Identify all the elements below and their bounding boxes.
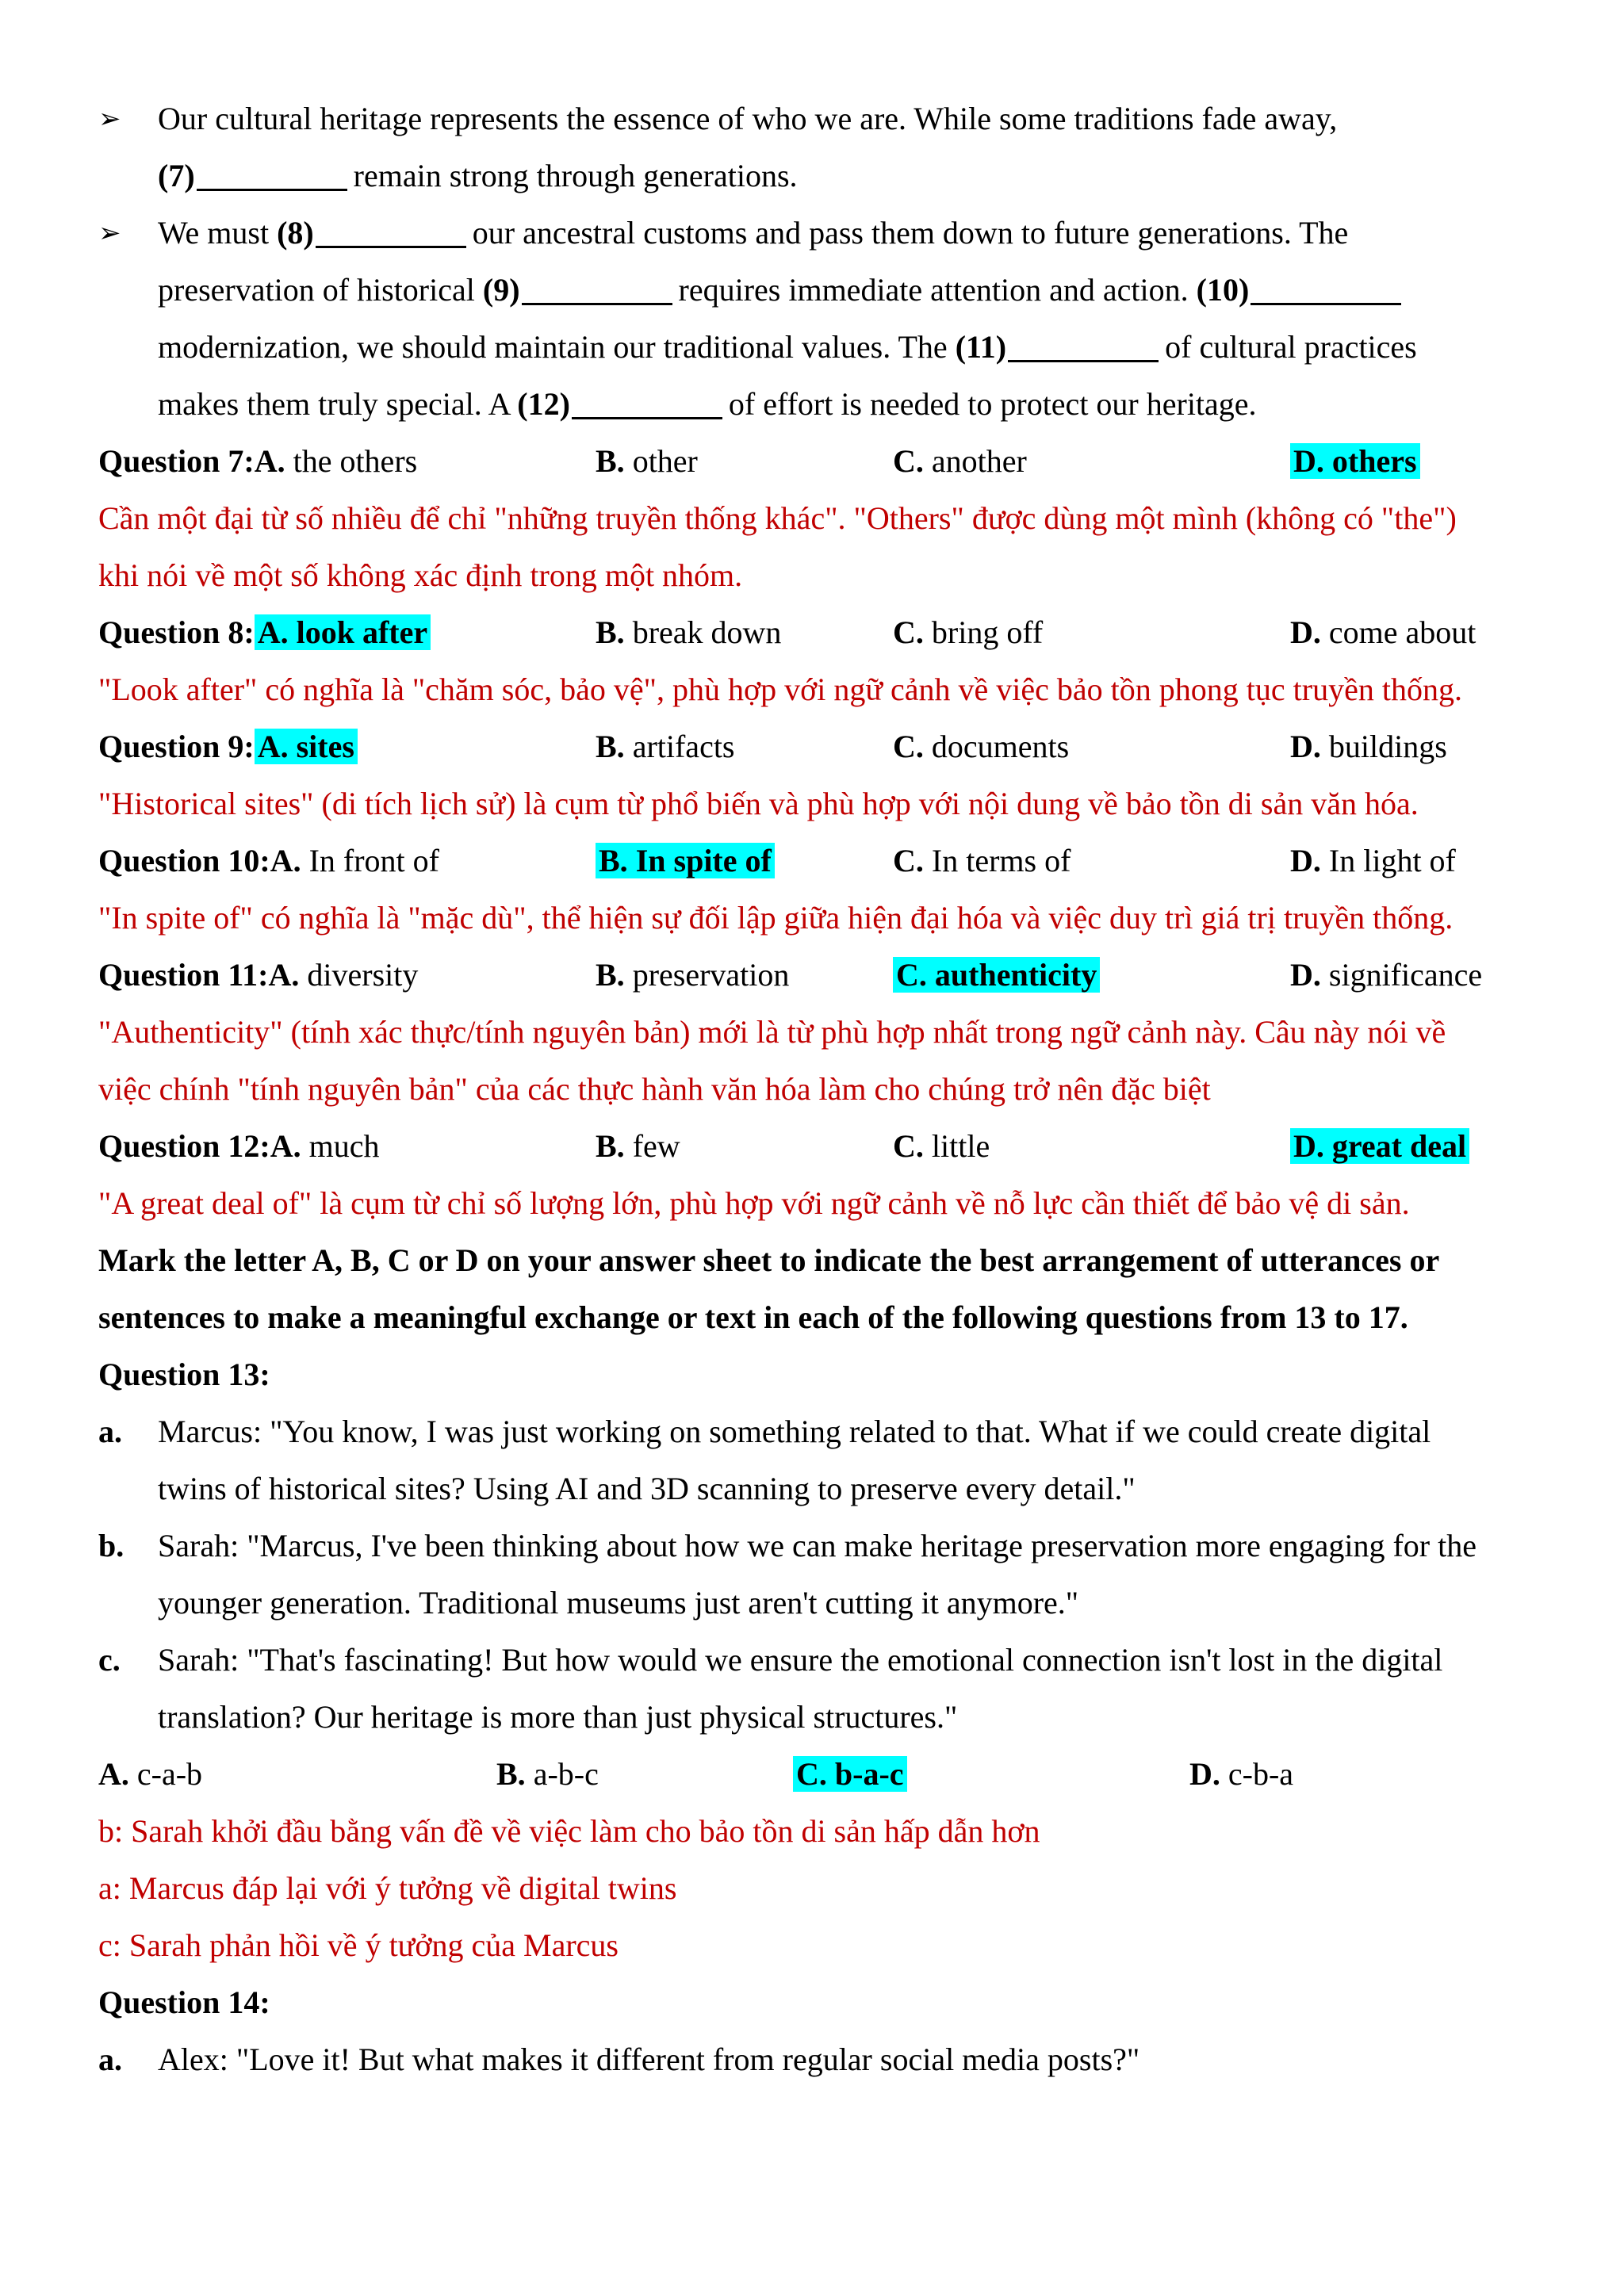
option-a-correct: Question 8: A. look after <box>98 604 431 661</box>
option-b: B. preservation <box>596 957 790 993</box>
option-c: C. In terms of <box>893 843 1071 878</box>
question-7-explanation-line-2: khi nói về một số không xác định trong một nhóm. <box>98 557 743 593</box>
passage-bullet-1-line-1: ➢ Our cultural heritage represents the essence of who we are. While some traditions fade away, <box>0 90 1624 147</box>
question-13-item-b-line-2: younger generation. Traditional museums just aren't cutting it anymore." <box>158 1585 1079 1621</box>
question-11-explanation-line-2: việc chính "tính nguyên bản" của các thực hành văn hóa làm cho chúng trở nên đặc biệt <box>98 1071 1211 1107</box>
question-10-explanation: "In spite of" có nghĩa là "mặc dù", thể hiện sự đối lập giữa hiện đại hóa và việc duy trì giá trị truyền thống. <box>98 900 1454 936</box>
option-d: D. significance <box>1290 957 1483 993</box>
question-13-explanation-line-1: b: Sarah khởi đầu bằng vấn đề về việc làm cho bảo tồn di sản hấp dẫn hơn <box>98 1813 1040 1849</box>
option-b: B. break down <box>596 614 782 650</box>
blank-number-10: (10) <box>1196 272 1250 308</box>
instruction-line-2: sentences to make a meaningful exchange or text in each of the following questions from 13 to 17. <box>98 1299 1408 1335</box>
passage-bullet-2-line-1: ➢ We must (8) our ancestral customs and pass them down to future generations. The <box>0 205 1624 262</box>
blank-number-11: (11) <box>955 329 1007 365</box>
passage-bullet-2-line-4: makes them truly special. A (12) of effort is needed to protect our heritage. <box>0 376 1624 433</box>
option-a: A. c-a-b <box>98 1756 203 1792</box>
blank-9 <box>522 263 672 305</box>
question-13-explanation-line-3: c: Sarah phản hồi về ý tưởng của Marcus <box>98 1927 619 1963</box>
question-label: Question 7: <box>98 443 255 479</box>
instruction-line-1: Mark the letter A, B, C or D on your answer sheet to indicate the best arrangement of utterances or <box>98 1242 1440 1278</box>
option-b: B. other <box>596 443 698 479</box>
blank-number-7: (7) <box>158 158 195 193</box>
question-10-options <box>0 832 1624 890</box>
option-a: Question 12:A. much <box>98 1128 380 1164</box>
option-c-correct: C. b-a-c <box>793 1746 907 1803</box>
question-13-explanation-line-2: a: Marcus đáp lại với ý tưởng về digital twins <box>98 1870 677 1906</box>
question-9-options <box>0 718 1624 775</box>
blank-number-8: (8) <box>277 215 314 251</box>
option-d: D. buildings <box>1290 729 1447 764</box>
question-label: Question 12: <box>98 1128 270 1164</box>
question-label: Question 10: <box>98 843 270 878</box>
bullet-arrow-icon: ➢ <box>98 217 121 249</box>
question-13-item-a-line-1: a. Marcus: "You know, I was just working on something related to that. What if we could create digital <box>98 1414 1431 1449</box>
option-c: C. little <box>893 1128 990 1164</box>
question-14-heading: Question 14: <box>98 1984 270 2020</box>
blank-number-9: (9) <box>482 272 520 308</box>
question-9-explanation: "Historical sites" (di tích lịch sử) là cụm từ phổ biến và phù hợp với nội dung về bảo tồn di sản văn hóa. <box>98 786 1419 821</box>
option-c: C. another <box>893 443 1027 479</box>
option-a-correct: Question 9: A. sites <box>98 718 358 775</box>
option-b: B. artifacts <box>596 729 735 764</box>
question-7-options <box>0 433 1624 490</box>
question-11-options <box>0 947 1624 1004</box>
question-8-explanation: "Look after" có nghĩa là "chăm sóc, bảo vệ", phù hợp với ngữ cảnh về việc bảo tồn phong tục truyền thống. <box>98 672 1462 707</box>
bullet-arrow-icon: ➢ <box>98 103 121 135</box>
question-11-explanation-line-1: "Authenticity" (tính xác thực/tính nguyên bản) mới là từ phù hợp nhất trong ngữ cảnh này. Câu này nói về <box>98 1014 1446 1050</box>
question-label: Question 8: <box>98 614 255 650</box>
option-c: C. documents <box>893 729 1070 764</box>
option-d: D. In light of <box>1290 843 1456 878</box>
question-12-explanation: "A great deal of" là cụm từ chỉ số lượng lớn, phù hợp với ngữ cảnh về nỗ lực cần thiết để bảo vệ di sản. <box>98 1185 1410 1221</box>
blank-10 <box>1251 263 1401 305</box>
question-13-item-c-line-2: translation? Our heritage is more than just physical structures." <box>158 1699 958 1735</box>
question-13-item-a-line-2: twins of historical sites? Using AI and 3D scanning to preserve every detail." <box>158 1471 1136 1506</box>
question-12-options <box>0 1118 1624 1175</box>
option-a: Question 7:A. the others <box>98 443 418 479</box>
option-d-correct: D. others <box>1290 433 1420 490</box>
question-13-item-b-line-1: b. Sarah: "Marcus, I've been thinking about how we can make heritage preservation more engaging for the <box>98 1528 1477 1563</box>
option-c: C. bring off <box>893 614 1044 650</box>
question-13-item-c-line-1: c. Sarah: "That's fascinating! But how would we ensure the emotional connection isn't lost in the digital <box>98 1642 1443 1678</box>
question-label: Question 9: <box>98 729 255 764</box>
question-13-options <box>0 1746 1624 1803</box>
option-d-correct: D. great deal <box>1290 1118 1469 1175</box>
option-b-correct: B. In spite of <box>596 832 775 890</box>
option-a: Question 10:A. In front of <box>98 843 439 878</box>
blank-7 <box>197 149 347 191</box>
option-c-correct: C. authenticity <box>893 947 1100 1004</box>
passage-bullet-2-line-2: preservation of historical (9) requires immediate attention and action. (10) <box>0 262 1624 319</box>
blank-number-12: (12) <box>517 386 570 422</box>
option-b: B. few <box>596 1128 680 1164</box>
question-14-item-a: a. Alex: "Love it! But what makes it different from regular social media posts?" <box>98 2042 1140 2077</box>
option-a: Question 11:A. diversity <box>98 957 419 993</box>
question-8-options <box>0 604 1624 661</box>
question-13-heading: Question 13: <box>98 1357 270 1392</box>
question-7-explanation-line-1: Cần một đại từ số nhiều để chỉ "những truyền thống khác". "Others" được dùng một mình (không có "the") <box>98 500 1457 536</box>
question-label: Question 11: <box>98 957 269 993</box>
passage-bullet-1-line-2: (7) remain strong through generations. <box>0 147 1624 205</box>
option-b: B. a-b-c <box>496 1756 599 1792</box>
option-d: D. c-b-a <box>1189 1756 1294 1792</box>
blank-8 <box>316 206 466 248</box>
blank-12 <box>572 377 722 419</box>
blank-11 <box>1008 320 1159 362</box>
passage-bullet-2-line-3: modernization, we should maintain our traditional values. The (11) of cultural practices <box>0 319 1624 376</box>
option-d: D. come about <box>1290 614 1477 650</box>
